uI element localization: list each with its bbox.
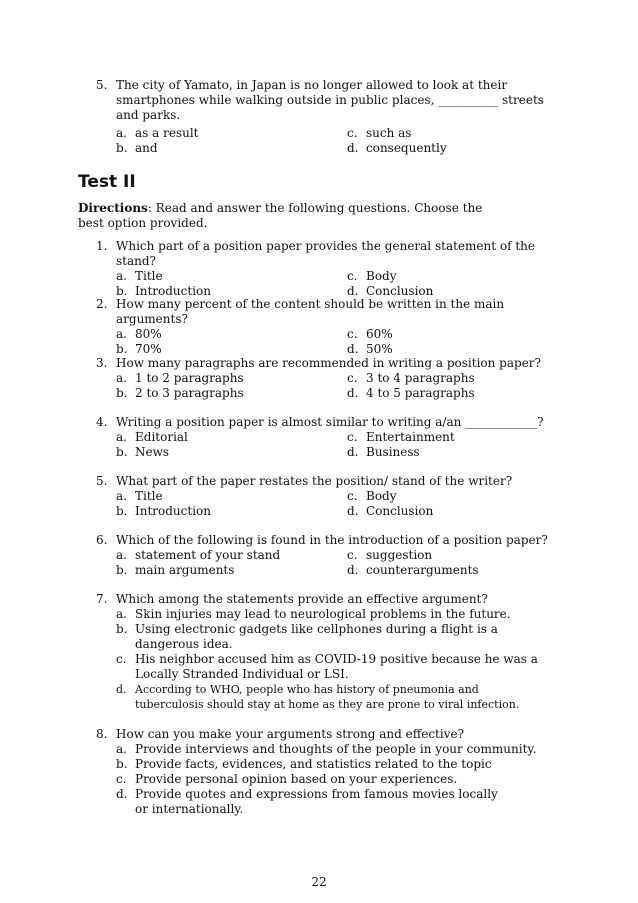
question-text-row xyxy=(96,356,566,371)
option-text: Conclusion xyxy=(366,284,434,298)
option-letter: c. xyxy=(116,652,127,666)
question-number: 5. xyxy=(96,78,108,92)
option-text: 1 to 2 paragraphs xyxy=(135,371,244,385)
option-b xyxy=(116,445,169,460)
option-letter: b. xyxy=(116,757,128,771)
question-text: How can you make your arguments strong and effective? xyxy=(116,727,465,741)
option-text: and xyxy=(135,141,158,155)
option-a xyxy=(116,371,244,386)
option-letter: d. xyxy=(347,141,359,155)
option-letter: a. xyxy=(116,607,127,621)
option-text: 50% xyxy=(366,342,393,356)
option-text: According to WHO, people who has history of pneumonia and tuberculosis should stay at home as they are prone to viral infection. xyxy=(135,683,520,711)
option-letter: c. xyxy=(347,327,358,341)
option-text: Business xyxy=(366,445,420,459)
option-letter: b. xyxy=(116,563,128,577)
option-c xyxy=(347,327,393,342)
option-b xyxy=(116,563,234,578)
question-number: 6. xyxy=(96,533,108,547)
option-a xyxy=(116,126,198,141)
option-letter: a. xyxy=(116,327,127,341)
question-text: What part of the paper restates the position/ stand of the writer? xyxy=(116,474,513,488)
option-a xyxy=(116,430,188,445)
option-d xyxy=(347,445,420,460)
option-text: Title xyxy=(135,269,163,283)
option-letter: c. xyxy=(347,371,358,385)
option-letter: b. xyxy=(116,504,128,518)
question-block xyxy=(96,474,566,519)
option-c xyxy=(116,652,541,682)
question-number: 2. xyxy=(96,297,108,311)
option-a xyxy=(116,607,541,622)
question-block xyxy=(96,727,541,817)
option-c xyxy=(116,772,541,787)
option-letter: d. xyxy=(347,504,359,518)
option-letter: d. xyxy=(347,445,359,459)
option-letter: d. xyxy=(116,787,128,801)
option-letter: b. xyxy=(116,342,128,356)
option-text: His neighbor accused him as COVID-19 positive because he was a Locally Stranded Individual or LSI. xyxy=(135,652,538,681)
option-text: Editorial xyxy=(135,430,188,444)
option-text: Provide quotes and expressions from famous movies locally or internationally. xyxy=(135,787,498,816)
question-text: Which among the statements provide an effective argument? xyxy=(116,592,488,606)
question-text: How many percent of the content should be written in the main arguments? xyxy=(116,297,505,326)
option-text: Using electronic gadgets like cellphones during a flight is a dangerous idea. xyxy=(135,622,498,651)
option-text: Body xyxy=(366,489,397,503)
option-letter: b. xyxy=(116,284,128,298)
options-grid xyxy=(116,126,551,156)
option-b xyxy=(116,141,158,156)
option-letter: b. xyxy=(116,141,128,155)
options-grid xyxy=(116,548,566,578)
option-text: Provide personal opinion based on your experiences. xyxy=(135,772,458,786)
option-c xyxy=(347,548,432,563)
option-text: News xyxy=(135,445,170,459)
option-d xyxy=(116,682,541,712)
option-text: such as xyxy=(366,126,412,140)
option-b xyxy=(116,622,541,652)
question-block xyxy=(96,297,566,357)
option-d xyxy=(116,787,506,817)
option-b xyxy=(116,342,162,357)
option-letter: c. xyxy=(347,548,358,562)
option-letter: c. xyxy=(347,489,358,503)
option-text: Provide interviews and thoughts of the people in your community. xyxy=(135,742,537,756)
option-a xyxy=(116,327,162,342)
question-block xyxy=(96,592,541,712)
option-text: Title xyxy=(135,489,163,503)
options-grid xyxy=(116,371,566,401)
option-text: Provide facts, evidences, and statistics related to the topic xyxy=(135,757,492,771)
question-text: Which of the following is found in the introduction of a position paper? xyxy=(116,533,548,547)
option-letter: b. xyxy=(116,445,128,459)
option-d xyxy=(347,563,479,578)
option-text: 2 to 3 paragraphs xyxy=(135,386,244,400)
option-text: 60% xyxy=(366,327,393,341)
option-letter: a. xyxy=(116,126,127,140)
option-text: 4 to 5 paragraphs xyxy=(366,386,475,400)
option-letter: c. xyxy=(116,772,127,786)
option-text: main arguments xyxy=(135,563,235,577)
option-letter: a. xyxy=(116,430,127,444)
question-text: Which part of a position paper provides the general statement of the stand? xyxy=(116,239,535,268)
option-b xyxy=(116,504,211,519)
option-text: Entertainment xyxy=(366,430,455,444)
page-number: 22 xyxy=(311,875,327,889)
option-b xyxy=(116,757,541,772)
option-text: Introduction xyxy=(135,284,211,298)
option-text: as a result xyxy=(135,126,199,140)
question-number: 7. xyxy=(96,592,108,606)
question-block xyxy=(96,356,566,401)
directions-label: Directions xyxy=(78,201,148,215)
question-number: 3. xyxy=(96,356,108,370)
option-a xyxy=(116,548,280,563)
options-grid xyxy=(116,489,566,519)
option-text: 70% xyxy=(135,342,162,356)
question-text-row xyxy=(96,474,566,489)
directions xyxy=(78,201,508,231)
option-c xyxy=(347,269,397,284)
option-text: 3 to 4 paragraphs xyxy=(366,371,475,385)
question-block xyxy=(96,239,566,299)
option-text: Conclusion xyxy=(366,504,434,518)
option-c xyxy=(347,371,475,386)
option-letter: d. xyxy=(347,284,359,298)
test-heading: Test II xyxy=(78,172,136,192)
question-number: 5. xyxy=(96,474,108,488)
option-d xyxy=(347,386,475,401)
question-block xyxy=(96,415,566,460)
option-letter: a. xyxy=(116,489,127,503)
question-text: Writing a position paper is almost similar to writing a/an ____________? xyxy=(116,415,544,429)
option-a xyxy=(116,269,163,284)
option-a xyxy=(116,489,163,504)
question-text-row xyxy=(96,533,566,548)
option-letter: a. xyxy=(116,548,127,562)
option-text: Introduction xyxy=(135,504,211,518)
options-grid xyxy=(116,327,566,357)
option-text: Body xyxy=(366,269,397,283)
question-text-row xyxy=(96,727,541,742)
option-a xyxy=(116,742,541,757)
option-c xyxy=(347,126,411,141)
option-text: Skin injuries may lead to neurological problems in the future. xyxy=(135,607,511,621)
question-text-row xyxy=(96,297,566,327)
option-d xyxy=(347,504,433,519)
option-letter: c. xyxy=(347,430,358,444)
option-letter: d. xyxy=(347,342,359,356)
options-grid xyxy=(116,430,566,460)
option-text: statement of your stand xyxy=(135,548,281,562)
question-text: The city of Yamato, in Japan is no longer allowed to look at their smartphones while walking outside in public places, __________ streets and parks. xyxy=(116,78,544,122)
question-number: 4. xyxy=(96,415,108,429)
question-number: 8. xyxy=(96,727,108,741)
option-d xyxy=(347,141,447,156)
question-text-row xyxy=(96,415,566,430)
question-block xyxy=(96,78,551,156)
option-letter: b. xyxy=(116,386,128,400)
question-block xyxy=(96,533,566,578)
option-letter: d. xyxy=(347,563,359,577)
question-text-row xyxy=(96,239,566,269)
option-letter: a. xyxy=(116,269,127,283)
option-letter: d. xyxy=(116,683,127,696)
question-text-row xyxy=(96,592,541,607)
option-text: suggestion xyxy=(366,548,433,562)
option-letter: a. xyxy=(116,742,127,756)
option-d xyxy=(347,342,393,357)
question-text-row xyxy=(96,78,551,123)
option-letter: b. xyxy=(116,622,128,636)
option-c xyxy=(347,430,455,445)
option-letter: c. xyxy=(347,269,358,283)
option-text: counterarguments xyxy=(366,563,479,577)
option-text: consequently xyxy=(366,141,447,155)
question-number: 1. xyxy=(96,239,108,253)
directions-text: : Read and answer the following questions. Choose the best option provided. xyxy=(78,201,483,230)
option-c xyxy=(347,489,397,504)
option-letter: d. xyxy=(347,386,359,400)
options-grid xyxy=(116,269,566,299)
option-text: 80% xyxy=(135,327,162,341)
option-letter: a. xyxy=(116,371,127,385)
option-b xyxy=(116,386,244,401)
question-text: How many paragraphs are recommended in writing a position paper? xyxy=(116,356,541,370)
option-letter: c. xyxy=(347,126,358,140)
